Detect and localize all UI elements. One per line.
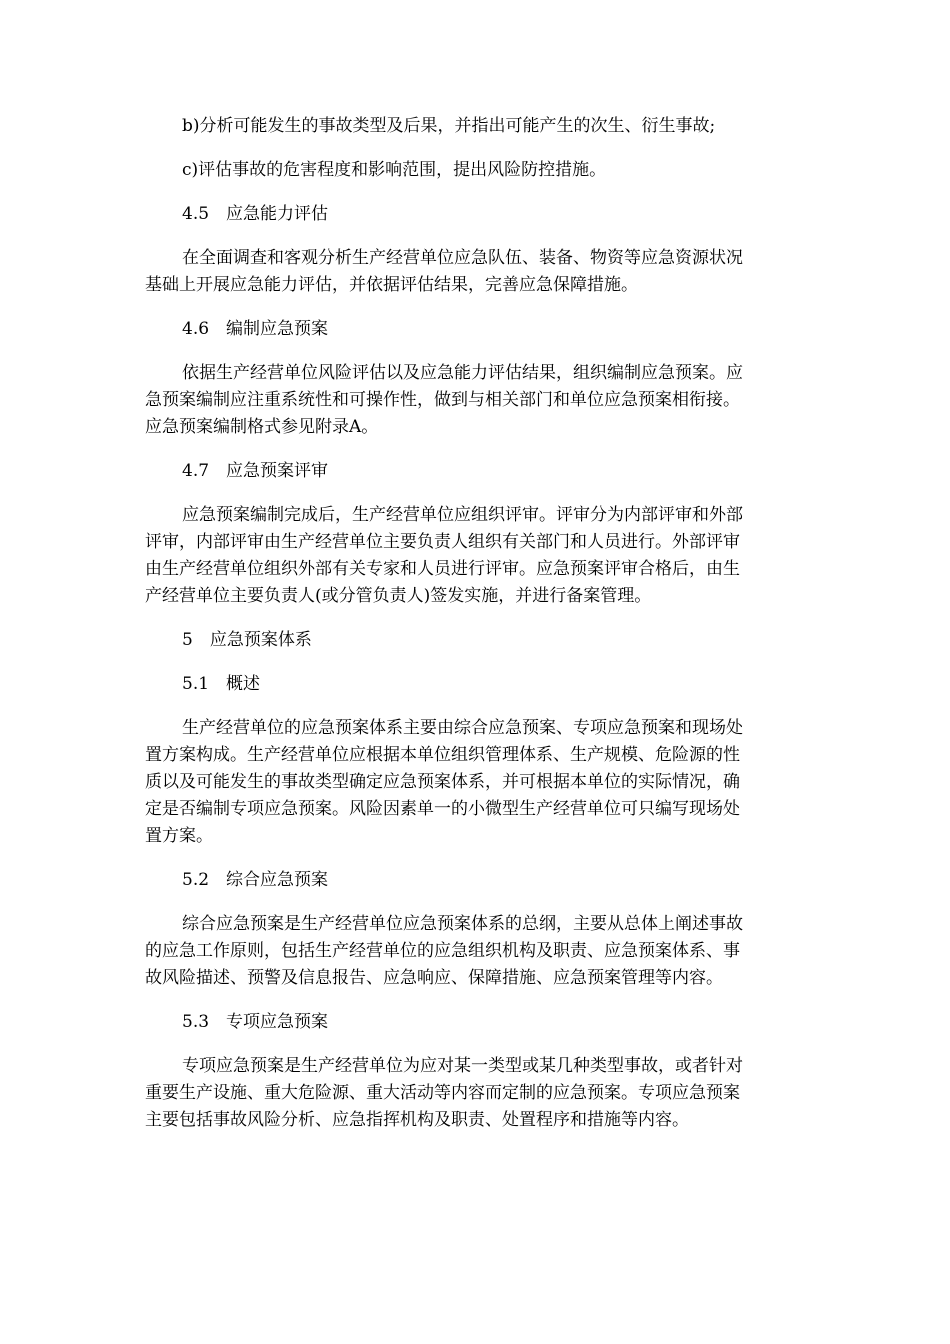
section-heading: 4.6 编制应急预案 xyxy=(182,319,329,339)
paragraph-line: 产经营单位主要负责人(或分管负责人)签发实施，并进行备案管理。 xyxy=(145,586,652,606)
section-heading: 5 应急预案体系 xyxy=(182,630,312,650)
section-heading: 5.3 专项应急预案 xyxy=(182,1012,329,1032)
list-item: c)评估事故的危害程度和影响范围，提出风险防控措施。 xyxy=(182,160,607,180)
paragraph-line: 的应急工作原则，包括生产经营单位的应急组织机构及职责、应急预案体系、事 xyxy=(145,941,740,961)
paragraph-line: 应急预案编制格式参见附录A。 xyxy=(145,417,379,437)
paragraph-spacer xyxy=(145,654,805,671)
section-heading: 5.1 概述 xyxy=(182,674,261,694)
paragraph-spacer xyxy=(145,140,805,157)
paragraph-spacer xyxy=(145,850,805,867)
paragraph-spacer xyxy=(145,184,805,201)
paragraph-line: 专项应急预案是生产经营单位为应对某一类型或某几种类型事故，或者针对 xyxy=(182,1056,743,1076)
paragraph-spacer xyxy=(145,698,805,715)
paragraph-spacer xyxy=(145,228,805,245)
section-heading: 4.5 应急能力评估 xyxy=(182,204,329,224)
list-item: b)分析可能发生的事故类型及后果，并指出可能产生的次生、衍生事故; xyxy=(182,116,716,136)
paragraph-spacer xyxy=(145,441,805,458)
paragraph-line: 质以及可能发生的事故类型确定应急预案体系，并可根据本单位的实际情况，确 xyxy=(145,772,740,792)
paragraph-line: 评审，内部评审由生产经营单位主要负责人组织有关部门和人员进行。外部评审 xyxy=(145,532,740,552)
paragraph-line: 应急预案编制完成后，生产经营单位应组织评审。评审分为内部评审和外部 xyxy=(182,505,743,525)
paragraph-spacer xyxy=(145,485,805,502)
body-paragraph xyxy=(145,245,805,299)
body-paragraph xyxy=(145,911,805,992)
paragraph-spacer xyxy=(145,894,805,911)
body-paragraph xyxy=(145,502,805,610)
paragraph-line: 由生产经营单位组织外部有关专家和人员进行评审。应急预案评审合格后，由生 xyxy=(145,559,740,579)
paragraph-line: 生产经营单位的应急预案体系主要由综合应急预案、专项应急预案和现场处 xyxy=(182,718,743,738)
document-body xyxy=(145,113,805,1134)
paragraph-line: 在全面调查和客观分析生产经营单位应急队伍、装备、物资等应急资源状况 xyxy=(182,248,743,268)
paragraph-spacer xyxy=(145,610,805,627)
section-heading: 5.2 综合应急预案 xyxy=(182,870,329,890)
paragraph-spacer xyxy=(145,1036,805,1053)
paragraph-line: 主要包括事故风险分析、应急指挥机构及职责、处置程序和措施等内容。 xyxy=(145,1110,689,1130)
paragraph-line: 定是否编制专项应急预案。风险因素单一的小微型生产经营单位可只编写现场处 xyxy=(145,799,740,819)
paragraph-spacer xyxy=(145,992,805,1009)
paragraph-line: 急预案编制应注重系统性和可操作性，做到与相关部门和单位应急预案相衔接。 xyxy=(145,390,740,410)
section-heading: 4.7 应急预案评审 xyxy=(182,461,329,481)
body-paragraph xyxy=(145,715,805,850)
paragraph-line: 故风险描述、预警及信息报告、应急响应、保障措施、应急预案管理等内容。 xyxy=(145,968,723,988)
paragraph-line: 综合应急预案是生产经营单位应急预案体系的总纲，主要从总体上阐述事故 xyxy=(182,914,743,934)
body-paragraph xyxy=(145,1053,805,1134)
paragraph-line: 依据生产经营单位风险评估以及应急能力评估结果，组织编制应急预案。应 xyxy=(182,363,743,383)
paragraph-spacer xyxy=(145,299,805,316)
paragraph-line: 基础上开展应急能力评估，并依据评估结果，完善应急保障措施。 xyxy=(145,275,638,295)
body-paragraph xyxy=(145,360,805,441)
paragraph-line: 重要生产设施、重大危险源、重大活动等内容而定制的应急预案。专项应急预案 xyxy=(145,1083,740,1103)
paragraph-line: 置方案。 xyxy=(145,826,213,846)
paragraph-line: 置方案构成。生产经营单位应根据本单位组织管理体系、生产规模、危险源的性 xyxy=(145,745,740,765)
paragraph-spacer xyxy=(145,343,805,360)
